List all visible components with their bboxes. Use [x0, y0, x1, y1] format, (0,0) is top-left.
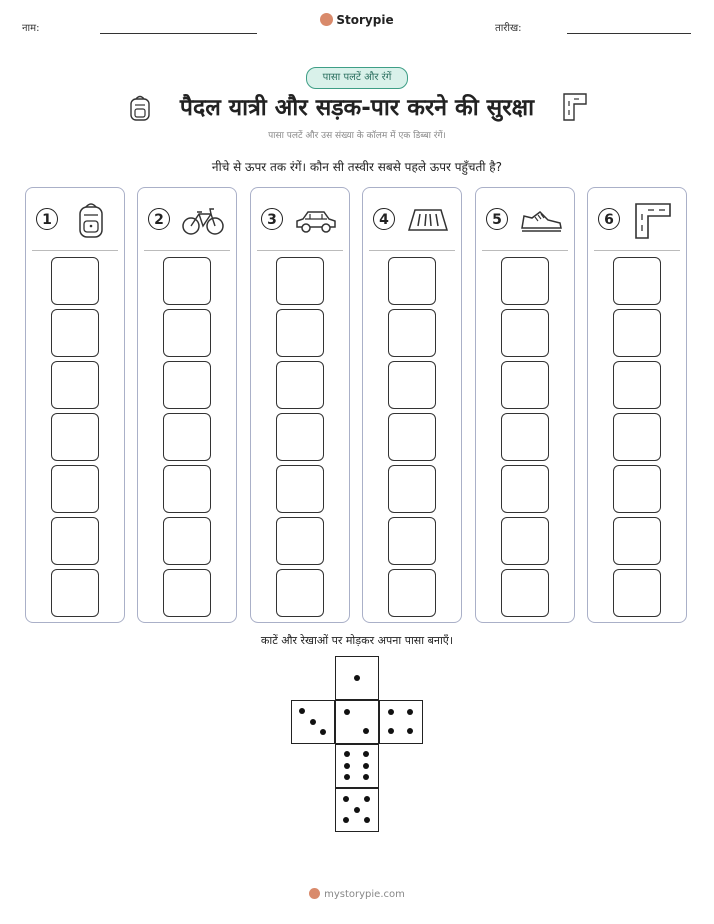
color-box[interactable]: [388, 465, 436, 513]
column-number: 1: [36, 208, 58, 230]
bicycle-icon: [180, 200, 226, 240]
brand-name: Storypie: [336, 13, 394, 27]
die-pip: [320, 729, 326, 735]
car-icon: [293, 200, 339, 240]
color-box[interactable]: [501, 465, 549, 513]
brand-logo: [0, 13, 714, 27]
die-pip: [343, 817, 349, 823]
die-pip: [388, 709, 394, 715]
die-face-4: [379, 700, 423, 744]
sneaker-icon: [518, 200, 564, 240]
die-face-1: [335, 656, 379, 700]
dice-column-3: [250, 187, 350, 623]
color-box[interactable]: [163, 517, 211, 565]
color-box[interactable]: [613, 309, 661, 357]
column-number: 4: [373, 208, 395, 230]
color-box[interactable]: [51, 413, 99, 461]
backpack-icon: [68, 200, 114, 240]
color-box[interactable]: [613, 517, 661, 565]
color-box[interactable]: [163, 413, 211, 461]
color-box[interactable]: [613, 465, 661, 513]
color-box[interactable]: [51, 257, 99, 305]
column-number: 6: [598, 208, 620, 230]
color-box[interactable]: [51, 361, 99, 409]
die-pip: [344, 763, 350, 769]
column-divider: [32, 250, 118, 251]
die-pip: [407, 728, 413, 734]
color-box[interactable]: [276, 309, 324, 357]
die-pip: [344, 751, 350, 757]
color-box[interactable]: [276, 413, 324, 461]
color-box[interactable]: [388, 361, 436, 409]
footer-url: mystorypie.com: [324, 889, 405, 900]
crosswalk-icon: [405, 200, 451, 240]
color-box[interactable]: [613, 569, 661, 617]
page-subtitle: पासा पलटें और उस संख्या के कॉलम में एक डिब्बा रंगें।: [268, 131, 446, 141]
die-pip: [299, 708, 305, 714]
die-pip: [364, 796, 370, 802]
dice-column-5: [475, 187, 575, 623]
die-face-2: [335, 700, 379, 744]
storypie-logo-icon: [320, 13, 333, 26]
die-pip: [354, 807, 360, 813]
color-box[interactable]: [388, 309, 436, 357]
die-pip: [343, 796, 349, 802]
column-number: 2: [148, 208, 170, 230]
die-pip: [388, 728, 394, 734]
column-number: 5: [486, 208, 508, 230]
die-pip: [363, 728, 369, 734]
instruction-text: नीचे से ऊपर तक रंगें। कौन सी तस्वीर सबसे पहले ऊपर पहुँचती है?: [211, 160, 503, 174]
cut-instruction: काटें और रेखाओं पर मोड़कर अपना पासा बनाएँ।: [260, 634, 454, 647]
name-line[interactable]: [100, 33, 257, 34]
name-label: नाम:: [22, 23, 40, 34]
color-box[interactable]: [388, 569, 436, 617]
column-divider: [594, 250, 680, 251]
dice-column-2: [137, 187, 237, 623]
color-box[interactable]: [613, 361, 661, 409]
die-pip: [310, 719, 316, 725]
die-pip: [363, 751, 369, 757]
die-pip: [407, 709, 413, 715]
color-box[interactable]: [276, 361, 324, 409]
die-face-6: [335, 744, 379, 788]
die-pip: [364, 817, 370, 823]
die-pip: [363, 763, 369, 769]
color-box[interactable]: [388, 517, 436, 565]
die-face-3: [291, 700, 335, 744]
color-box[interactable]: [613, 413, 661, 461]
road-corner-title-icon: [562, 92, 588, 122]
die-pip: [363, 774, 369, 780]
color-box[interactable]: [501, 257, 549, 305]
column-divider: [369, 250, 455, 251]
column-number: 3: [261, 208, 283, 230]
color-box[interactable]: [51, 465, 99, 513]
die-pip: [344, 774, 350, 780]
color-box[interactable]: [501, 517, 549, 565]
page-title: पैदल यात्री और सड़क-पार करने की सुरक्षा: [179, 95, 535, 121]
color-box[interactable]: [51, 309, 99, 357]
activity-badge: पासा पलटें और रंगें: [306, 67, 408, 89]
die-pip: [354, 675, 360, 681]
color-box[interactable]: [51, 517, 99, 565]
column-divider: [482, 250, 568, 251]
color-box[interactable]: [388, 413, 436, 461]
color-box[interactable]: [163, 309, 211, 357]
color-box[interactable]: [501, 361, 549, 409]
color-box[interactable]: [276, 569, 324, 617]
color-box[interactable]: [501, 413, 549, 461]
color-box[interactable]: [163, 465, 211, 513]
color-box[interactable]: [613, 257, 661, 305]
dice-column-4: [362, 187, 462, 623]
date-line[interactable]: [567, 33, 691, 34]
color-box[interactable]: [163, 361, 211, 409]
color-box[interactable]: [51, 569, 99, 617]
column-divider: [257, 250, 343, 251]
die-pip: [344, 709, 350, 715]
color-box[interactable]: [276, 465, 324, 513]
die-face-5: [335, 788, 379, 832]
color-box[interactable]: [501, 569, 549, 617]
color-box[interactable]: [276, 517, 324, 565]
footer: [0, 888, 714, 900]
color-box[interactable]: [276, 257, 324, 305]
date-label: तारीख:: [495, 23, 522, 34]
color-box[interactable]: [388, 257, 436, 305]
storypie-footer-logo-icon: [309, 888, 320, 899]
road-corner-icon: [630, 200, 676, 240]
dice-column-6: [587, 187, 687, 623]
color-box[interactable]: [163, 569, 211, 617]
column-divider: [144, 250, 230, 251]
color-box[interactable]: [163, 257, 211, 305]
color-box[interactable]: [501, 309, 549, 357]
dice-column-1: [25, 187, 125, 623]
